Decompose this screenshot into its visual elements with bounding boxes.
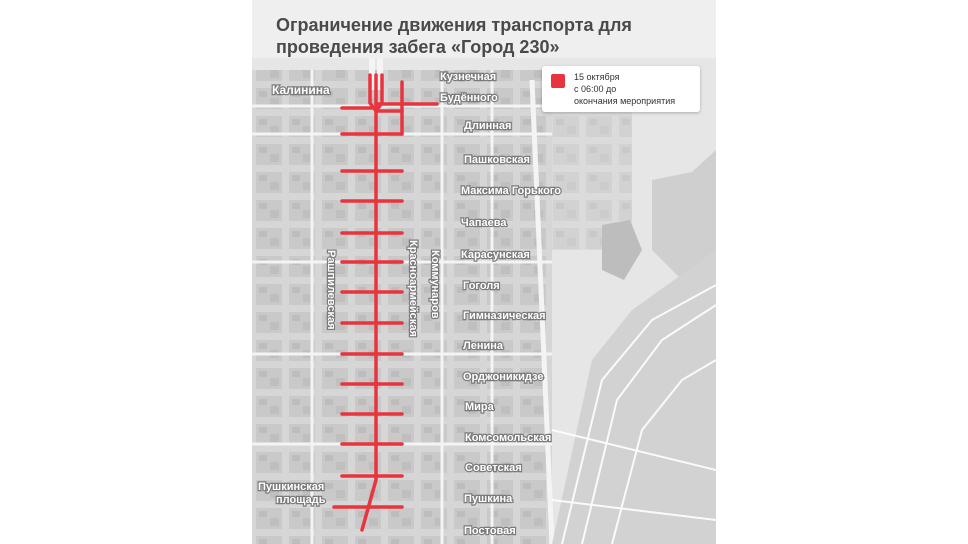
map-card [252,0,716,544]
street-label-pushkina: Пушкина [464,493,513,505]
legend-date: 15 октября [574,72,620,82]
street-label-karasunskaya: Карасунская [461,249,530,261]
title-line-2: проведения забега «Город 230» [276,37,560,57]
street-label-kommunarov: Коммунаров [429,250,441,319]
street-label-gogolya: Гоголя [463,280,500,292]
street-label-sovetskaya: Советская [465,462,522,474]
street-label-chapaeva: Чапаева [461,217,507,229]
street-label-budennogo: Будённого [440,92,498,104]
street-label-lenina: Ленина [463,340,504,352]
street-map[interactable] [252,58,716,544]
square-label-line-1: Пушкинская [258,481,325,493]
legend-time: с 06:00 до [574,84,617,94]
square-label-line-2: площадь [276,494,326,506]
street-label-komsomolskaya: Комсомольская [465,432,552,444]
street-label-dlinnaya: Длинная [464,120,512,132]
street-label-ordzhonikidze: Орджоникидзе [463,371,544,383]
legend-text [574,71,696,107]
street-label-pashkovskaya: Пашковская [464,154,530,166]
map-legend [542,66,700,112]
street-label-rashpilevskaya: Рашпилевская [325,250,337,330]
street-label-kalinina: Калинина [272,83,330,97]
street-label-postovaya: Постовая [464,525,516,537]
title-line-1: Ограничение движения транспорта для [276,15,632,35]
street-label-krasnoarmeyskaya: Красноармейская [407,240,419,337]
page-title [276,14,696,58]
legend-color-swatch [551,74,565,88]
legend-until: окончания мероприятия [574,96,676,106]
street-label-gimnazicheskaya: Гимназическая [463,310,546,322]
street-label-maksima-gorkogo: Максима Горького [461,185,561,197]
street-label-kuznechnaya: Кузнечная [440,71,497,83]
street-label-mira: Мира [465,401,494,413]
